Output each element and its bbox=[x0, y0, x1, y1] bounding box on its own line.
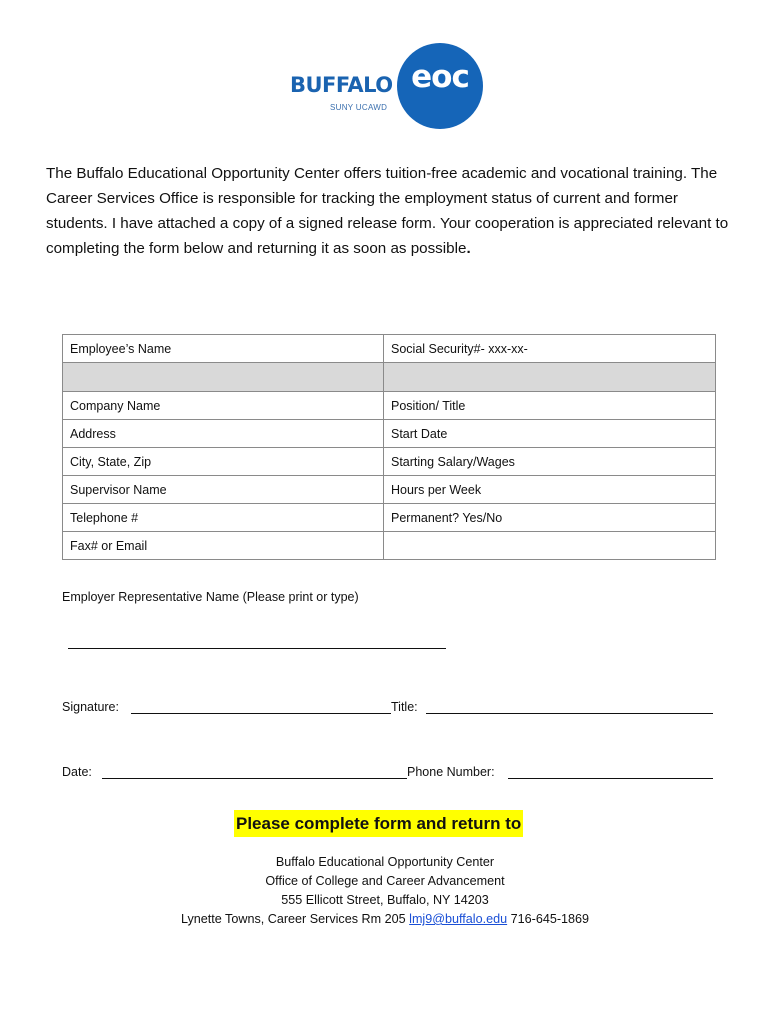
empty-cell bbox=[384, 532, 716, 560]
address-field[interactable]: Address bbox=[63, 420, 384, 448]
signature-label: Signature: bbox=[62, 700, 119, 714]
hours-per-week-field[interactable]: Hours per Week bbox=[384, 476, 716, 504]
phone-number-label: Phone Number: bbox=[407, 765, 495, 779]
employee-name-field[interactable]: Employee’s Name bbox=[63, 335, 384, 363]
position-title-field[interactable]: Position/ Title bbox=[384, 392, 716, 420]
table-row bbox=[63, 448, 716, 476]
table-row bbox=[63, 476, 716, 504]
logo-circle-text: eoc bbox=[411, 59, 469, 95]
supervisor-name-field[interactable]: Supervisor Name bbox=[63, 476, 384, 504]
return-heading: Please complete form and return to bbox=[234, 810, 523, 837]
rep-name-line[interactable] bbox=[68, 648, 446, 649]
intro-period: . bbox=[466, 240, 471, 257]
logo-wordmark: BUFFALO bbox=[290, 73, 393, 97]
permanent-field[interactable]: Permanent? Yes/No bbox=[384, 504, 716, 532]
date-line[interactable] bbox=[102, 778, 407, 779]
start-date-field[interactable]: Start Date bbox=[384, 420, 716, 448]
table-row-shaded bbox=[63, 363, 716, 392]
starting-salary-field[interactable]: Starting Salary/Wages bbox=[384, 448, 716, 476]
logo-subtext: SUNY UCAWD bbox=[330, 103, 388, 112]
intro-paragraph bbox=[46, 161, 736, 261]
intro-text: The Buffalo Educational Opportunity Center offers tuition-free academic and vocational training. The Career Services Office is responsible for tracking the employment status of current and former students. I have attached a copy of a signed release form. Your cooperation is appreciated relevant to completing the form below and returning it as soon as possible bbox=[46, 165, 729, 257]
city-state-zip-field[interactable]: City, State, Zip bbox=[63, 448, 384, 476]
table-row bbox=[63, 504, 716, 532]
table-row bbox=[63, 335, 716, 363]
table-row bbox=[63, 420, 716, 448]
company-name-field[interactable]: Company Name bbox=[63, 392, 384, 420]
logo-circle bbox=[397, 43, 483, 129]
address-line-3: 555 Ellicott Street, Buffalo, NY 14203 bbox=[281, 893, 489, 907]
contact-phone: 716-645-1869 bbox=[510, 912, 590, 926]
address-line-1: Buffalo Educational Opportunity Center bbox=[275, 855, 495, 869]
address-line-2: Office of College and Career Advancement bbox=[265, 874, 505, 888]
title-label: Title: bbox=[391, 700, 418, 714]
title-line[interactable] bbox=[426, 713, 713, 714]
buffalo-eoc-logo bbox=[290, 43, 480, 129]
rep-name-label: Employer Representative Name (Please print or type) bbox=[62, 590, 359, 604]
phone-number-line[interactable] bbox=[508, 778, 713, 779]
shaded-cell bbox=[384, 363, 716, 392]
shaded-cell bbox=[63, 363, 384, 392]
telephone-field[interactable]: Telephone # bbox=[63, 504, 384, 532]
social-security-field[interactable]: Social Security#- xxx-xx- bbox=[384, 335, 716, 363]
table-row bbox=[63, 392, 716, 420]
contact-name: Lynette Towns, Career Services Rm 205 bbox=[180, 912, 406, 926]
return-address-block bbox=[0, 853, 770, 929]
signature-line[interactable] bbox=[131, 713, 391, 714]
fax-email-field[interactable]: Fax# or Email bbox=[63, 532, 384, 560]
email-link[interactable]: lmj9@buffalo.edu bbox=[409, 912, 508, 926]
employment-form-table bbox=[62, 334, 716, 560]
address-line-4 bbox=[0, 910, 770, 929]
table-row bbox=[63, 532, 716, 560]
date-label: Date: bbox=[62, 765, 92, 779]
